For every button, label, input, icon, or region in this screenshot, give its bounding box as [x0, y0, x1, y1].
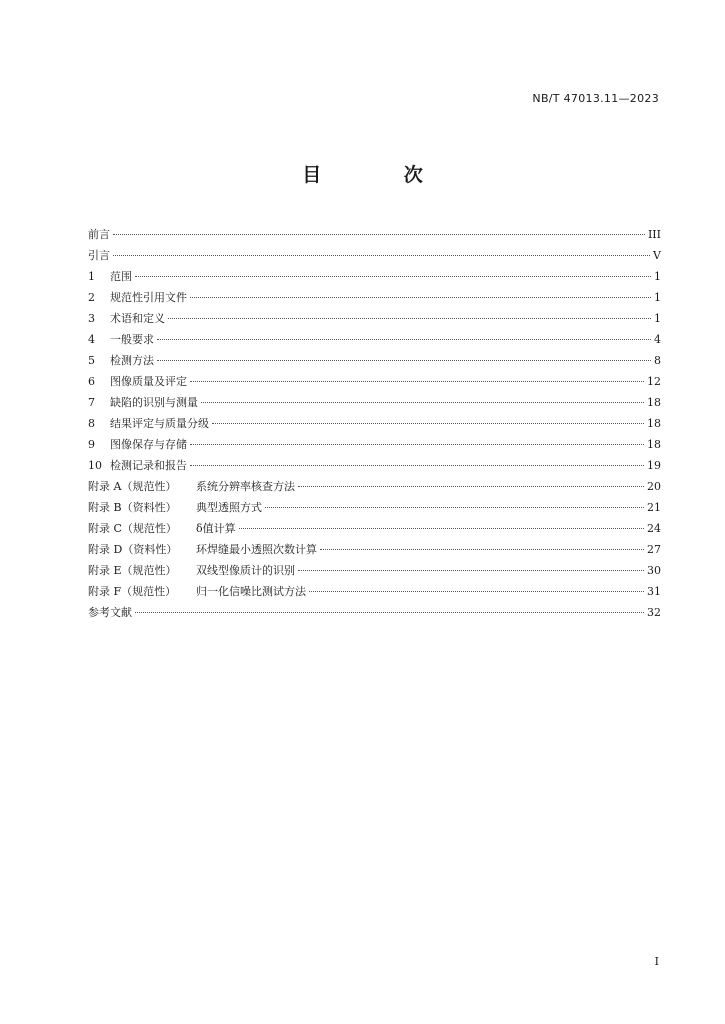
toc-page-number: 18 — [647, 417, 661, 430]
toc-entry[interactable] — [88, 224, 661, 245]
toc-entry-label: 系统分辨率核查方法 — [196, 480, 295, 493]
toc-page-number: III — [647, 228, 661, 241]
toc-annex-entry[interactable] — [88, 476, 661, 497]
toc-page-number: 31 — [647, 585, 661, 598]
toc-title: 目 次 — [302, 164, 461, 186]
toc-page-number: 4 — [654, 333, 661, 346]
toc-clause-number: 8 — [88, 417, 95, 430]
toc-clause-number: 7 — [88, 396, 95, 409]
toc-entry-label: 双线型像质计的识别 — [196, 564, 295, 577]
toc-entry[interactable] — [88, 350, 661, 371]
toc-entry[interactable] — [88, 413, 661, 434]
toc-clause-number: 3 — [88, 312, 95, 325]
toc-page-number: 1 — [654, 270, 661, 283]
toc-entry[interactable] — [88, 329, 661, 350]
toc-dot-leader — [265, 507, 644, 508]
toc-annex-type: 附录 A（规范性） — [88, 480, 177, 493]
toc-clause-number: 9 — [88, 438, 95, 451]
toc-entry-label: 图像保存与存储 — [110, 438, 187, 451]
toc-dot-leader — [135, 276, 651, 277]
toc-entry-label: δ值计算 — [196, 522, 236, 535]
toc-clause-number: 10 — [88, 459, 102, 472]
toc-dot-leader — [157, 360, 651, 361]
toc-entry-label: 图像质量及评定 — [110, 375, 187, 388]
toc-dot-leader — [190, 465, 644, 466]
toc-dot-leader — [168, 318, 651, 319]
toc-entry[interactable] — [88, 371, 661, 392]
toc-entry-label: 环焊缝最小透照次数计算 — [196, 543, 317, 556]
toc-page-number: 20 — [647, 480, 661, 493]
toc-entry-label: 典型透照方式 — [196, 501, 262, 514]
toc-annex-type: 附录 F（规范性） — [88, 585, 177, 598]
toc-entry-label: 范围 — [110, 270, 132, 283]
toc-dot-leader — [309, 591, 644, 592]
toc-dot-leader — [190, 297, 651, 298]
toc-page-number: V — [653, 249, 661, 262]
page-number: I — [654, 955, 659, 968]
toc-page-number: 21 — [647, 501, 661, 514]
toc-entry[interactable] — [88, 308, 661, 329]
toc-dot-leader — [239, 528, 644, 529]
toc-dot-leader — [135, 612, 644, 613]
toc-entry[interactable] — [88, 455, 661, 476]
toc-annex-entry[interactable] — [88, 560, 661, 581]
toc-annex-entry[interactable] — [88, 497, 661, 518]
toc-page-number: 27 — [647, 543, 661, 556]
toc-page-number: 1 — [654, 312, 661, 325]
toc-annex-type: 附录 C（规范性） — [88, 522, 177, 535]
toc-entry-label: 术语和定义 — [110, 312, 165, 325]
toc-page-number: 24 — [647, 522, 661, 535]
toc-dot-leader — [298, 570, 644, 571]
toc-annex-entry[interactable] — [88, 518, 661, 539]
toc-page-number: 8 — [654, 354, 661, 367]
toc-annex-entry[interactable] — [88, 539, 661, 560]
toc-page-number: 30 — [647, 564, 661, 577]
toc-page-number: 18 — [647, 438, 661, 451]
toc-dot-leader — [298, 486, 644, 487]
toc-page-number: 1 — [654, 291, 661, 304]
toc-entry-label: 引言 — [88, 249, 110, 262]
toc-clause-number: 5 — [88, 354, 95, 367]
toc-entry-label: 归一化信噪比测试方法 — [196, 585, 306, 598]
toc-entry-label: 结果评定与质量分级 — [110, 417, 209, 430]
toc-entry-label: 一般要求 — [110, 333, 154, 346]
toc-page-number: 32 — [647, 606, 661, 619]
toc-references-entry[interactable] — [88, 602, 661, 623]
toc-page-number: 12 — [647, 375, 661, 388]
toc-entry[interactable] — [88, 392, 661, 413]
table-of-contents — [88, 224, 661, 623]
toc-annex-entry[interactable] — [88, 581, 661, 602]
toc-dot-leader — [113, 234, 645, 235]
toc-dot-leader — [157, 339, 651, 340]
toc-dot-leader — [320, 549, 644, 550]
toc-entry-label: 检测方法 — [110, 354, 154, 367]
toc-entry-label: 规范性引用文件 — [110, 291, 187, 304]
toc-entry-label: 前言 — [88, 228, 110, 241]
toc-entry[interactable] — [88, 287, 661, 308]
toc-entry-label: 参考文献 — [88, 606, 132, 619]
toc-annex-type: 附录 E（规范性） — [88, 564, 177, 577]
standard-code: NB/T 47013.11—2023 — [532, 92, 659, 105]
toc-annex-type: 附录 D（资料性） — [88, 543, 178, 556]
toc-dot-leader — [113, 255, 650, 256]
toc-page-number: 19 — [647, 459, 661, 472]
toc-page-number: 18 — [647, 396, 661, 409]
toc-entry-label: 检测记录和报告 — [110, 459, 187, 472]
toc-dot-leader — [190, 444, 644, 445]
toc-clause-number: 2 — [88, 291, 95, 304]
toc-entry[interactable] — [88, 245, 661, 266]
toc-entry[interactable] — [88, 434, 661, 455]
toc-clause-number: 4 — [88, 333, 95, 346]
toc-clause-number: 1 — [88, 270, 95, 283]
toc-annex-type: 附录 B（资料性） — [88, 501, 177, 514]
toc-dot-leader — [190, 381, 644, 382]
toc-entry[interactable] — [88, 266, 661, 287]
toc-entry-label: 缺陷的识别与测量 — [110, 396, 198, 409]
toc-dot-leader — [212, 423, 644, 424]
toc-clause-number: 6 — [88, 375, 95, 388]
toc-dot-leader — [201, 402, 644, 403]
